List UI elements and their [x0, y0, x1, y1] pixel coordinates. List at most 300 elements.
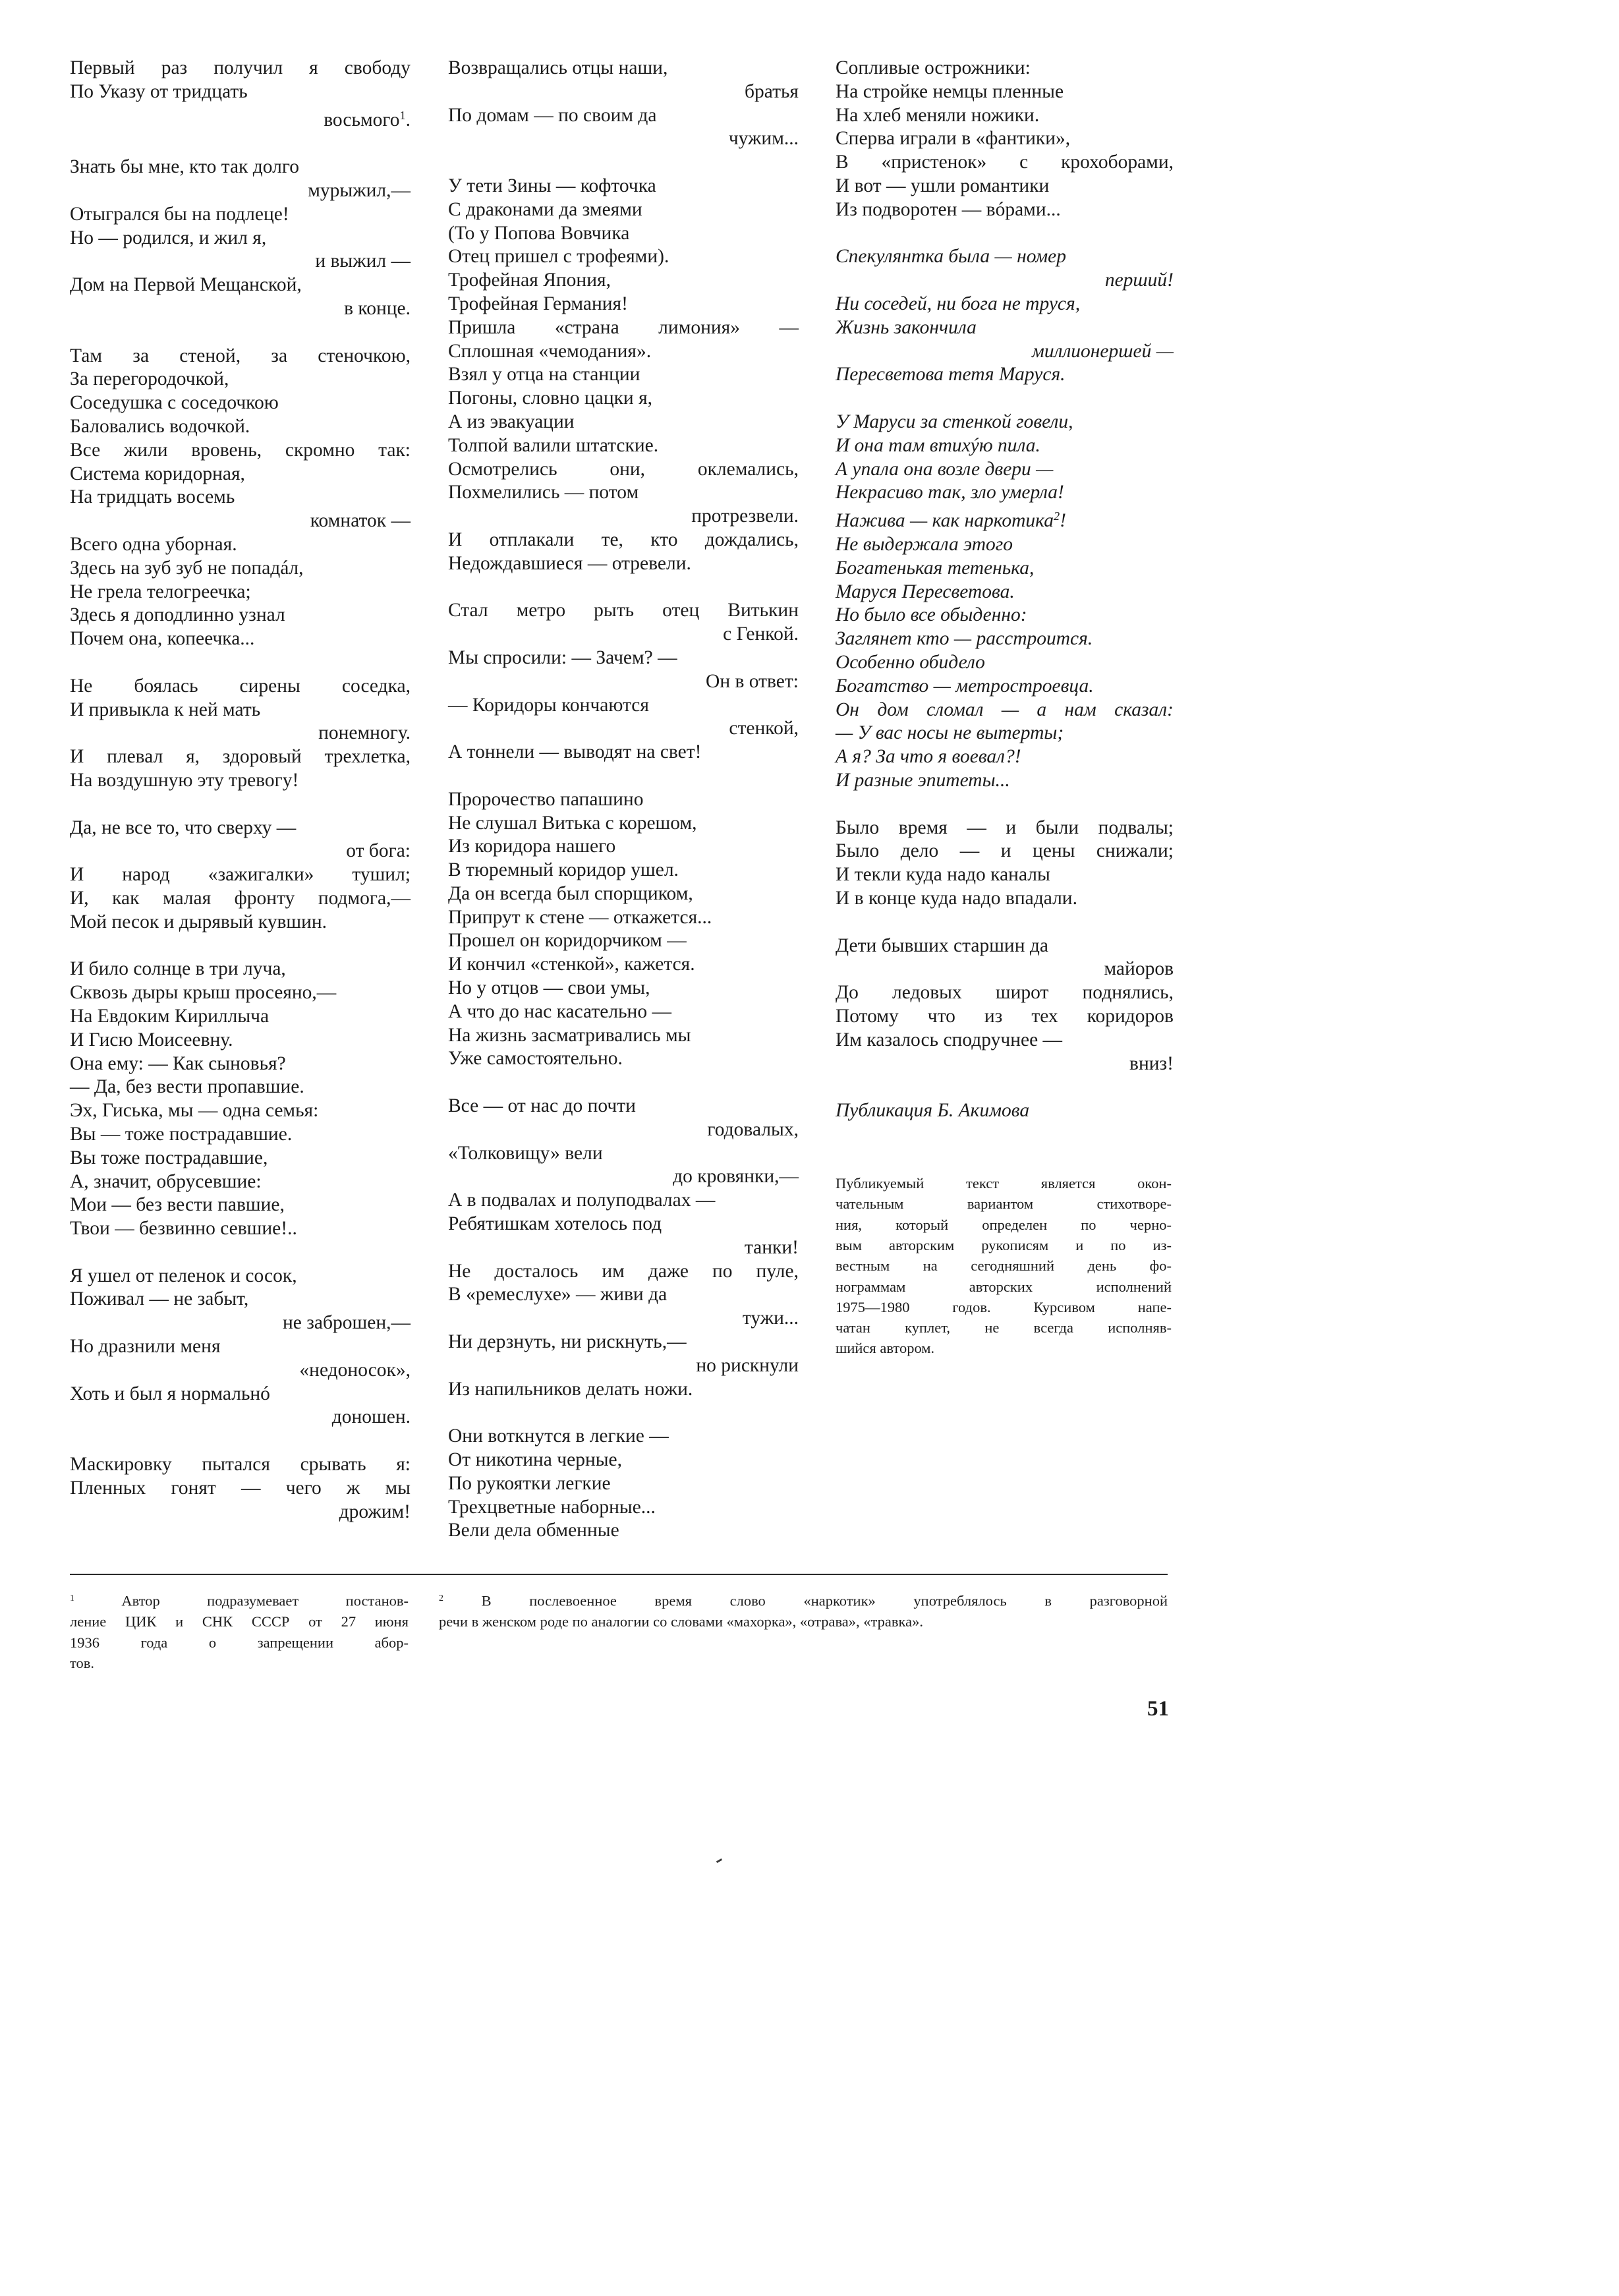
- verse-text: Все жили вровень, скромно так:: [70, 439, 411, 461]
- verse-text: И, как малая фронту подмога,—: [70, 887, 411, 909]
- verse-text: А в подвалах и полуподвалах —: [448, 1190, 716, 1211]
- verse-text: (То у Попова Вовчика: [448, 222, 630, 244]
- verse-line: [70, 156, 411, 179]
- verse-line: [448, 269, 799, 293]
- verse-text: За перегородочкой,: [70, 368, 229, 390]
- verse-text: Уже самостоятельно.: [448, 1048, 623, 1070]
- verse-text: Из коридора нашего: [448, 836, 616, 857]
- verse-line: [836, 533, 1174, 557]
- verse-text: Я ушел от пеленок и сосок,: [70, 1265, 297, 1286]
- verse-text: И било солнце в три луча,: [70, 958, 286, 980]
- verse-text: «недоносок»,: [299, 1359, 411, 1381]
- verse-text: миллионершей —: [1032, 340, 1174, 362]
- verse-text: Здесь я доподлинно узнал: [70, 604, 285, 626]
- verse-line: [70, 745, 411, 769]
- verse-line: [70, 1453, 411, 1477]
- verse-line: [448, 1260, 799, 1284]
- verse-text: Ни дерзнуть, ни рискнуть,—: [448, 1331, 687, 1353]
- footnote-2: [439, 1588, 1168, 1632]
- verse-line: [836, 604, 1174, 627]
- note-line: ния, который определен по черно-: [836, 1216, 1172, 1233]
- footnote-line: [439, 1588, 1168, 1611]
- verse-line: [70, 1170, 411, 1194]
- verse-line: [448, 1213, 799, 1236]
- verse-line: [70, 227, 411, 250]
- verse-line: [70, 1029, 411, 1052]
- verse-text: понемногу.: [318, 722, 411, 744]
- verse-text: Стал метро рыть отец Витькин: [448, 600, 799, 621]
- verse-line: [448, 293, 799, 316]
- verse-line: [70, 981, 411, 1005]
- verse-text: Пленных гонят — чего ж мы: [70, 1477, 411, 1499]
- verse-line: [70, 1217, 411, 1241]
- verse-line: [70, 368, 411, 391]
- verse-text: Но — родился, и жил я,: [70, 227, 267, 248]
- verse-line: [448, 1472, 799, 1496]
- verse-text: Хоть и был я нормальнó: [70, 1383, 270, 1404]
- note-line: 1975—1980 годов. Курсивом напе-: [836, 1298, 1172, 1315]
- verse-line: [448, 646, 799, 670]
- stanza: [70, 345, 411, 651]
- stanza: [70, 156, 411, 321]
- verse-line: [448, 1449, 799, 1472]
- verse-text: но рискнули: [696, 1354, 799, 1376]
- verse-line: [448, 623, 799, 646]
- verse-text: — Коридоры кончаются: [448, 694, 649, 716]
- verse-line: [448, 175, 799, 198]
- verse-text: И Гисю Моисеевну.: [70, 1029, 233, 1050]
- verse-line: [448, 458, 799, 482]
- verse-line: [448, 1118, 799, 1142]
- verse-text: Припрут к стене — откажется...: [448, 906, 712, 928]
- verse-text: Трофейная Германия!: [448, 293, 628, 314]
- verse-line: [70, 104, 411, 132]
- verse-text: А упала она возле двери —: [836, 458, 1054, 480]
- stanza: [836, 245, 1174, 387]
- stanza: [836, 57, 1174, 222]
- verse-line: [70, 1501, 411, 1524]
- verse-text: Система коридорная,: [70, 463, 245, 484]
- verse-text: А что до нас касательно —: [448, 1000, 671, 1022]
- verse-line: [836, 269, 1174, 293]
- verse-line: [70, 817, 411, 840]
- verse-line: [836, 722, 1174, 745]
- note-line: нограммам авторских исполнений: [836, 1278, 1172, 1295]
- verse-line: [836, 1005, 1174, 1029]
- verse-text: И вот — ушли романтики: [836, 175, 1050, 196]
- verse-line: [836, 958, 1174, 981]
- verse-line: [70, 1099, 411, 1123]
- verse-line: [836, 863, 1174, 887]
- verse-line: [70, 887, 411, 911]
- stanza: [70, 675, 411, 793]
- footnote-line: [70, 1611, 409, 1632]
- verse-text: Не досталось им даже по пуле,: [448, 1260, 799, 1282]
- verse-line: [836, 651, 1174, 675]
- verse-line: [448, 1000, 799, 1024]
- verse-line: [70, 1359, 411, 1383]
- verse-text: Пришла «страна лимония» —: [448, 316, 799, 338]
- verse-line: [836, 57, 1174, 80]
- stanza: [70, 958, 411, 1241]
- verse-text: Она ему: — Как сыновья?: [70, 1052, 286, 1074]
- stanza: [836, 411, 1174, 793]
- footnote-text: 1936 года о запрещении абор-: [70, 1634, 409, 1651]
- verse-text: Он в ответ:: [706, 670, 799, 692]
- verse-text: Было дело — и цены снижали;: [836, 840, 1174, 862]
- verse-line: [70, 769, 411, 793]
- verse-line: [70, 439, 411, 463]
- verse-line: [70, 57, 411, 80]
- verse-line: [70, 345, 411, 368]
- verse-line: [836, 316, 1174, 340]
- verse-text: Мои — без вести павшие,: [70, 1194, 285, 1216]
- verse-text: не заброшен,—: [283, 1312, 411, 1334]
- verse-text: Не выдержала этого: [836, 533, 1013, 555]
- verse-text: Дети бывших старшин да: [836, 934, 1048, 956]
- footnote-1: [70, 1588, 409, 1674]
- verse-line: [70, 463, 411, 486]
- verse-line: [836, 411, 1174, 434]
- verse-line: [836, 198, 1174, 222]
- verse-line: [70, 80, 411, 104]
- verse-line: [70, 627, 411, 651]
- verse-text: Мы спросили: — Зачем? —: [448, 646, 677, 668]
- verse-text: Прошел он коридорчиком —: [448, 930, 687, 952]
- verse-text: и выжил —: [315, 250, 411, 272]
- verse-line: [448, 198, 799, 222]
- verse-text: Пересветова тетя Маруся.: [836, 364, 1065, 386]
- verse-line: [836, 104, 1174, 128]
- stanza: [70, 1453, 411, 1524]
- verse-text: В «ремеслухе» — живи да: [448, 1284, 667, 1306]
- verse-line: [448, 741, 799, 764]
- verse-text: Недождавшиеся — отревели.: [448, 552, 691, 574]
- verse-line: [70, 250, 411, 273]
- verse-punctuation: !: [1060, 510, 1066, 532]
- verse-text: Первый раз получил я свободу: [70, 57, 411, 78]
- verse-text: И кончил «стенкой», кажется.: [448, 954, 695, 975]
- verse-text: Не боялась сирены соседка,: [70, 675, 411, 697]
- verse-text: Нажива — как наркотика: [836, 510, 1054, 532]
- verse-line: [836, 293, 1174, 316]
- verse-text: Баловались водочкой.: [70, 416, 250, 437]
- verse-line: [70, 722, 411, 745]
- verse-line: [448, 1331, 799, 1354]
- verse-line: [448, 977, 799, 1000]
- verse-line: [836, 151, 1174, 175]
- verse-line: [836, 581, 1174, 604]
- verse-line: [70, 297, 411, 321]
- verse-text: «Толковищу» вели: [448, 1142, 603, 1164]
- verse-text: На жизнь засматривались мы: [448, 1024, 691, 1046]
- verse-line: [70, 1052, 411, 1076]
- verse-line: [836, 934, 1174, 958]
- verse-text: чужим...: [728, 128, 799, 150]
- verse-text: Богатенькая тетенька,: [836, 557, 1035, 579]
- verse-line: [448, 57, 799, 80]
- verse-text: Богатство — метростроевца.: [836, 675, 1094, 697]
- verse-text: Заглянет кто — расстроится.: [836, 628, 1093, 650]
- verse-line: [448, 882, 799, 906]
- verse-text: У тети Зины — кофточка: [448, 175, 656, 196]
- verse-text: Мой песок и дырявый кувшин.: [70, 911, 327, 933]
- verse-line: [448, 1142, 799, 1166]
- verse-text: Из подворотен — вóрами...: [836, 198, 1061, 220]
- verse-line: [836, 1052, 1174, 1076]
- stanza: [448, 599, 799, 764]
- verse-text: Сплошная «чемодания».: [448, 340, 652, 362]
- verse-text: И текли куда надо каналы: [836, 864, 1050, 886]
- verse-line: [448, 80, 799, 104]
- verse-text: А я? За что я воевал?!: [836, 746, 1021, 768]
- verse-text: Но было все обыденно:: [836, 604, 1027, 626]
- verse-text: А тоннели — выводят на свет!: [448, 741, 702, 763]
- stanza: [448, 788, 799, 1072]
- footnote-line: [439, 1611, 1168, 1632]
- verse-text: Там за стеной, за стеночкою,: [70, 345, 411, 366]
- verse-text: Жизнь закончила: [836, 316, 977, 338]
- verse-text: На хлеб меняли ножики.: [836, 104, 1040, 126]
- verse-text: Но у отцов — свои умы,: [448, 977, 650, 999]
- footnote-divider: [70, 1574, 1168, 1575]
- verse-line: [448, 1024, 799, 1048]
- verse-line: [448, 1189, 799, 1213]
- verse-text: Спекулянтка была — номер: [836, 246, 1067, 268]
- verse-text: И в конце куда надо впадали.: [836, 887, 1077, 909]
- verse-line: [448, 670, 799, 694]
- note-line: чательным вариантом стихотворе-: [836, 1195, 1172, 1213]
- verse-text: протрезвели.: [691, 505, 799, 527]
- verse-line: [70, 1147, 411, 1170]
- verse-text: Вели дела обменные: [448, 1520, 619, 1541]
- verse-text: с Генкой.: [723, 623, 799, 645]
- verse-line: [448, 859, 799, 882]
- verse-text: Вы тоже пострадавшие,: [70, 1147, 268, 1168]
- verse-line: [448, 929, 799, 953]
- verse-line: [70, 863, 411, 887]
- verse-line: [448, 1283, 799, 1307]
- verse-line: [70, 581, 411, 604]
- note-line: Публикуемый текст является окон-: [836, 1175, 1172, 1192]
- verse-line: [448, 1354, 799, 1378]
- verse-line: [836, 699, 1174, 722]
- verse-text: Но дразнили меня: [70, 1336, 221, 1358]
- verse-line: [70, 486, 411, 509]
- poem-column-1: [70, 57, 411, 1547]
- verse-text: Трехцветные наборные...: [448, 1496, 656, 1518]
- footnote-text: ление ЦИК и СНК СССР от 27 июня: [70, 1613, 409, 1630]
- verse-line: [70, 1193, 411, 1217]
- verse-text: И привыкла к ней мать: [70, 699, 261, 720]
- verse-text: Твои — безвинно севшие!..: [70, 1218, 297, 1240]
- verse-text: И она там втихýю пила.: [836, 434, 1040, 456]
- verse-line: [836, 505, 1174, 533]
- verse-line: [70, 273, 411, 297]
- verse-text: Здесь на зуб зуб не попадáл,: [70, 557, 304, 579]
- note-line: вестным на сегодняшний день фо-: [836, 1257, 1172, 1275]
- verse-text: Ребятишкам хотелось под: [448, 1213, 662, 1235]
- verse-line: [836, 458, 1174, 482]
- verse-text: На Евдоким Кириллыча: [70, 1005, 270, 1027]
- footnote-text: тов.: [70, 1655, 95, 1672]
- poem-column-3: [836, 57, 1174, 1359]
- verse-line: [836, 1029, 1174, 1052]
- verse-text: Сквозь дыры крыш просеяно,—: [70, 982, 337, 1004]
- verse-text: Маруся Пересветова.: [836, 581, 1015, 602]
- verse-line: [448, 316, 799, 340]
- verse-line: [836, 175, 1174, 198]
- verse-line: [836, 981, 1174, 1005]
- stanza: [448, 175, 799, 576]
- verse-text: В тюремный коридор ушел.: [448, 859, 679, 881]
- verse-text: И народ «зажигалки» тушил;: [70, 864, 411, 886]
- verse-text: Поживал — не забыт,: [70, 1288, 249, 1310]
- verse-text: Знать бы мне, кто так долго: [70, 156, 299, 178]
- verse-text: — У вас носы не вытерты;: [836, 722, 1064, 744]
- verse-line: [836, 887, 1174, 911]
- verse-line: [448, 1425, 799, 1449]
- note-line: шийся автором.: [836, 1340, 935, 1357]
- verse-text: Всего одна уборная.: [70, 533, 237, 555]
- verse-punctuation: .: [405, 109, 411, 130]
- stanza: [448, 57, 799, 151]
- verse-line: [70, 1005, 411, 1029]
- verse-text: Он дом сломал — а нам сказал:: [836, 699, 1174, 720]
- verse-line: [70, 203, 411, 227]
- verse-text: У Маруси за стенкой говели,: [836, 411, 1073, 432]
- verse-text: Все — от нас до почти: [448, 1095, 636, 1117]
- footnote-text: В послевоенное время слово «наркотик» употреблялось в разговорной: [481, 1592, 1168, 1609]
- verse-text: Эх, Гиська, мы — одна семья:: [70, 1100, 319, 1122]
- verse-line: [448, 1496, 799, 1520]
- verse-line: [448, 812, 799, 836]
- verse-line: [70, 1406, 411, 1429]
- verse-text: Ни соседей, ни бога не труся,: [836, 293, 1081, 314]
- verse-text: комнаток —: [310, 510, 411, 532]
- verse-text: Вы — тоже пострадавшие.: [70, 1123, 293, 1145]
- verse-text: На тридцать восемь: [70, 486, 235, 508]
- footnote-mark: 2: [439, 1593, 443, 1603]
- verse-text: Маскировку пытался срывать я:: [70, 1454, 411, 1476]
- verse-line: [448, 411, 799, 434]
- footnote-marker: 1: [399, 108, 406, 122]
- stanza: [448, 1425, 799, 1543]
- verse-line: [836, 434, 1174, 458]
- verse-line: [448, 104, 799, 128]
- verse-line: [70, 415, 411, 439]
- verse-line: [70, 557, 411, 581]
- footnote-text: Автор подразумевает постанов-: [121, 1592, 409, 1609]
- verse-text: — Да, без вести пропавшие.: [70, 1076, 304, 1098]
- verse-line: [836, 80, 1174, 104]
- verse-text: танки!: [744, 1236, 799, 1258]
- stanza: [836, 817, 1174, 911]
- verse-line: [70, 699, 411, 722]
- verse-line: [448, 434, 799, 458]
- verse-text: восьмого: [324, 109, 400, 130]
- verse-text: Погоны, словно цацки я,: [448, 387, 653, 409]
- verse-line: [448, 1307, 799, 1331]
- poem-column-3-stanzas: [836, 57, 1174, 1076]
- verse-text: братья: [744, 80, 799, 102]
- verse-line: [448, 1519, 799, 1543]
- verse-text: С драконами да змеями: [448, 198, 642, 220]
- verse-text: Некрасиво так, зло умерла!: [836, 482, 1064, 503]
- verse-line: [448, 1165, 799, 1189]
- verse-line: [448, 717, 799, 741]
- scan-speck: [716, 1858, 722, 1863]
- footnote-mark: 1: [70, 1593, 74, 1603]
- verse-line: [448, 1236, 799, 1260]
- verse-line: [70, 533, 411, 557]
- verse-line: [70, 675, 411, 699]
- verse-line: [836, 817, 1174, 840]
- verse-line: [70, 1265, 411, 1288]
- verse-text: И разные эпитеты...: [836, 769, 1010, 791]
- page-number: 51: [1147, 1697, 1169, 1721]
- verse-text: Отыгрался бы на подлеце!: [70, 203, 289, 225]
- verse-line: [70, 958, 411, 981]
- verse-line: [836, 745, 1174, 769]
- verse-line: [448, 222, 799, 246]
- verse-line: [836, 363, 1174, 387]
- verse-text: От никотина черные,: [448, 1449, 623, 1471]
- verse-text: Было время — и были подвалы;: [836, 817, 1174, 838]
- verse-line: [70, 911, 411, 934]
- verse-text: Сопливые острожники:: [836, 57, 1031, 78]
- verse-text: Пророчество папашино: [448, 788, 644, 810]
- verse-line: [70, 604, 411, 627]
- verse-line: [448, 505, 799, 529]
- verse-line: [836, 769, 1174, 793]
- verse-line: [448, 340, 799, 364]
- verse-text: Осмотрелись они, оклемались,: [448, 458, 799, 480]
- verse-text: Возвращались отцы наши,: [448, 57, 668, 78]
- verse-line: [70, 391, 411, 415]
- verse-line: [836, 340, 1174, 364]
- verse-text: Не грела телогреечка;: [70, 581, 251, 602]
- verse-line: [448, 529, 799, 552]
- editorial-note: [836, 1173, 1172, 1359]
- verse-text: Потому что из тех коридоров: [836, 1005, 1174, 1027]
- verse-text: Соседушка с соседочкою: [70, 392, 279, 414]
- stanza: [70, 817, 411, 934]
- verse-text: По рукоятки легкие: [448, 1472, 611, 1494]
- verse-text: Из напильников делать ножи.: [448, 1378, 693, 1400]
- verse-text: от бога:: [346, 840, 411, 862]
- verse-text: Трофейная Япония,: [448, 270, 611, 291]
- footnote-line: [70, 1588, 409, 1611]
- verse-text: Похмелились — потом: [448, 482, 639, 503]
- verse-line: [836, 245, 1174, 269]
- verse-line: [836, 127, 1174, 151]
- verse-line: [70, 1383, 411, 1406]
- stanza: [70, 1265, 411, 1430]
- verse-line: [448, 1095, 799, 1118]
- verse-text: Да он всегда был спорщиком,: [448, 882, 693, 904]
- verse-text: дрожим!: [339, 1501, 411, 1522]
- verse-line: [70, 1311, 411, 1335]
- verse-text: Толпой валили штатские.: [448, 434, 659, 456]
- verse-line: [836, 840, 1174, 863]
- verse-line: [448, 835, 799, 859]
- verse-text: в конце.: [344, 298, 411, 320]
- verse-line: [448, 906, 799, 930]
- stanza: [70, 57, 411, 132]
- verse-line: [448, 694, 799, 718]
- verse-text: Отец пришел с трофеями).: [448, 246, 669, 268]
